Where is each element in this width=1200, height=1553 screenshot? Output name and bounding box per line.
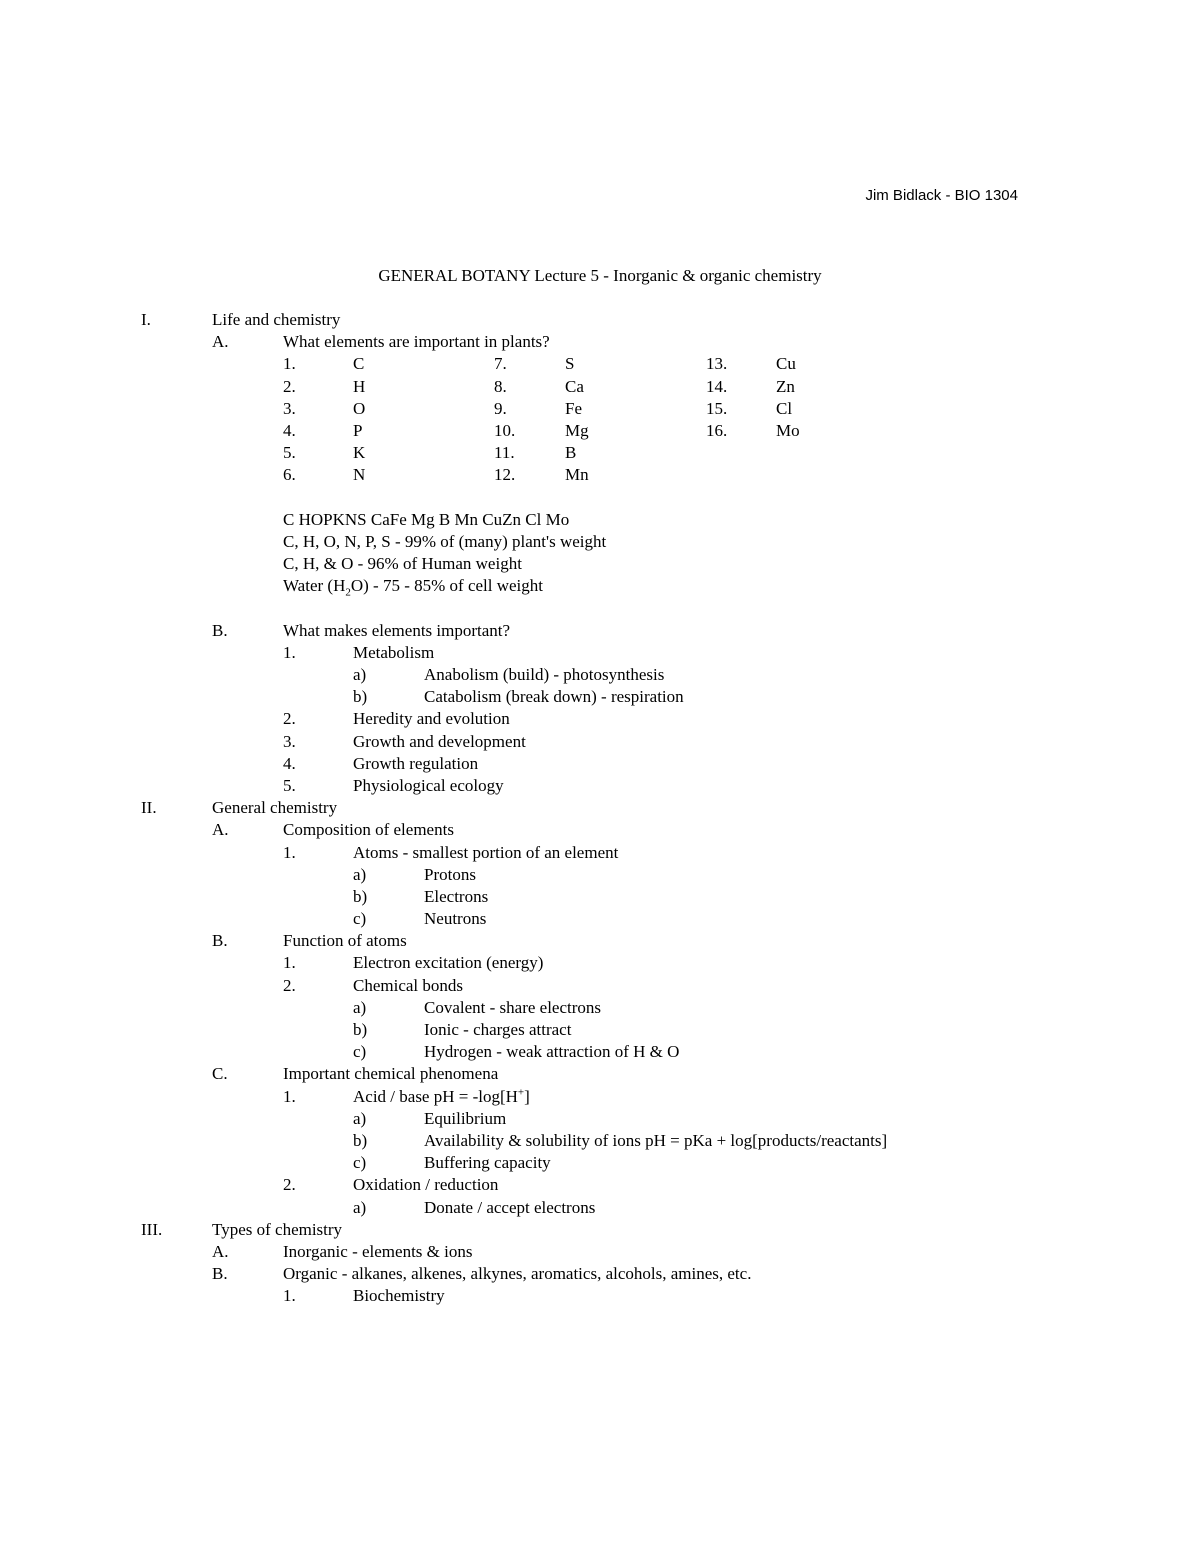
section-heading: Life and chemistry [212, 310, 341, 329]
element-symbol: C [353, 354, 365, 374]
ph-suffix: ] [524, 1086, 530, 1106]
outline-item-IB2 [0, 708, 1200, 730]
outline-item-IB [0, 620, 1200, 642]
sub-marker: c) [353, 1042, 367, 1062]
element-symbol: K [353, 443, 366, 463]
outline-item-IIB1 [0, 952, 1200, 974]
outline-text: Organic - alkanes, alkenes, alkynes, aromatics, alcohols, amines, etc. [283, 1264, 752, 1284]
element-symbol: S [565, 354, 575, 374]
number-marker: 2. [283, 1175, 296, 1195]
outline-item-IIA [0, 819, 1200, 841]
outline-item-IIA1 [0, 842, 1200, 864]
outline-item-I [0, 309, 1200, 331]
author-course-header: Jim Bidlack - BIO 1304 [865, 187, 1018, 204]
elements-list [0, 353, 1200, 486]
outline-item-IIIB1 [0, 1285, 1200, 1307]
letter-marker: C. [212, 1064, 228, 1084]
element-symbol: Mn [565, 465, 589, 485]
elements-row [0, 420, 1200, 442]
water-subscript: 2 [345, 586, 351, 599]
sub-marker: b) [353, 1130, 368, 1150]
sub-marker: c) [353, 909, 367, 929]
outline-text: Buffering capacity [424, 1153, 551, 1173]
sub-marker: b) [353, 886, 368, 906]
outline-text: Catabolism (break down) - respiration [424, 687, 684, 707]
outline-item-IB1 [0, 642, 1200, 664]
mnemonic-line [0, 509, 1200, 531]
roman-marker: III. [141, 1219, 163, 1239]
element-symbol: Cu [776, 354, 796, 374]
number-marker: 5. [283, 775, 296, 795]
outline-item-IIC1b [0, 1130, 1200, 1152]
outline-text: Equilibrium [424, 1108, 507, 1128]
element-symbol: H [353, 376, 366, 396]
outline-text: Function of atoms [283, 931, 407, 951]
outline-text: Electron excitation (energy) [353, 953, 544, 973]
outline-text: Oxidation / reduction [353, 1175, 499, 1195]
number-marker: 4. [283, 753, 296, 773]
element-number: 1. [283, 354, 296, 374]
element-symbol: Ca [565, 376, 584, 396]
element-number: 10. [494, 420, 516, 440]
outline-text: What elements are important in plants? [283, 332, 550, 352]
element-number: 15. [706, 398, 728, 418]
sub-marker: a) [353, 1108, 367, 1128]
outline-text: Growth regulation [353, 753, 479, 773]
element-symbol: Cl [776, 398, 793, 418]
outline-item-IIB [0, 930, 1200, 952]
outline-text [353, 1086, 530, 1108]
letter-marker: A. [212, 820, 229, 840]
outline-item-IB3 [0, 731, 1200, 753]
sub-marker: a) [353, 997, 367, 1017]
outline-text: Ionic - charges attract [424, 1020, 572, 1039]
outline-item-IIIB [0, 1263, 1200, 1285]
outline-item-IIC1a [0, 1108, 1200, 1130]
sub-marker: b) [353, 1020, 368, 1039]
letter-marker: A. [212, 1241, 229, 1261]
elements-row [0, 442, 1200, 464]
element-symbol: P [353, 420, 363, 440]
outline-item-IIIA [0, 1241, 1200, 1263]
element-symbol: O [353, 398, 366, 418]
document-title: GENERAL BOTANY Lecture 5 - Inorganic & organic chemistry [378, 266, 822, 285]
outline-text: Composition of elements [283, 820, 454, 840]
outline-item-II [0, 797, 1200, 819]
human-weight-text: C, H, & O - 96% of Human weight [283, 554, 522, 574]
number-marker: 2. [283, 975, 296, 995]
outline-text: Anabolism (build) - photosynthesis [424, 665, 665, 684]
number-marker: 2. [283, 709, 296, 729]
outline-item-IIA1a [0, 864, 1200, 886]
roman-marker: II. [141, 798, 157, 818]
element-symbol: Mg [565, 420, 589, 440]
spacer [0, 487, 1200, 509]
outline-item-IIA1c [0, 908, 1200, 930]
letter-marker: A. [212, 332, 229, 352]
outline-item-IIA1b [0, 886, 1200, 908]
letter-marker: B. [212, 1264, 228, 1284]
plant-weight-line [0, 531, 1200, 553]
outline-item-IIC1 [0, 1086, 1200, 1108]
outline-text: Neutrons [424, 909, 487, 929]
outline-text: Biochemistry [353, 1286, 445, 1306]
water-suffix: O) - 75 - 85% of cell weight [350, 576, 543, 596]
letter-marker: B. [212, 620, 228, 640]
outline-text: Important chemical phenomena [283, 1064, 499, 1084]
outline-item-IIB2a [0, 997, 1200, 1019]
number-marker: 1. [283, 1286, 296, 1306]
elements-row [0, 376, 1200, 398]
outline-text: Heredity and evolution [353, 709, 510, 729]
outline-text: Protons [424, 864, 476, 884]
water-prefix: Water (H [283, 576, 346, 596]
element-number: 4. [283, 420, 296, 440]
element-symbol: Fe [565, 398, 582, 418]
roman-marker: I. [141, 310, 151, 329]
water-weight-text [283, 575, 543, 597]
elements-row [0, 353, 1200, 375]
element-symbol: Mo [776, 420, 800, 440]
spacer [0, 597, 1200, 619]
outline-text: Metabolism [353, 642, 435, 662]
lecture-outline [0, 309, 1200, 1307]
outline-text: Growth and development [353, 731, 526, 751]
number-marker: 1. [283, 1086, 296, 1106]
section-heading: General chemistry [212, 798, 338, 818]
elements-row [0, 464, 1200, 486]
element-number: 11. [494, 443, 515, 463]
element-symbol: N [353, 465, 366, 485]
letter-marker: B. [212, 931, 228, 951]
outline-text: Chemical bonds [353, 975, 464, 995]
section-heading: Types of chemistry [212, 1219, 343, 1239]
mnemonic-text: C HOPKNS CaFe Mg B Mn CuZn Cl Mo [283, 509, 570, 529]
outline-text: Covalent - share electrons [424, 997, 602, 1017]
element-number: 7. [494, 354, 507, 374]
element-number: 16. [706, 420, 728, 440]
outline-text: Hydrogen - weak attraction of H & O [424, 1042, 680, 1062]
outline-text: Electrons [424, 886, 489, 906]
element-symbol: Zn [776, 376, 795, 396]
outline-text: Availability & solubility of ions pH = pKa + log[products/reactants] [424, 1130, 888, 1150]
ph-superscript: + [517, 1085, 525, 1098]
element-number: 14. [706, 376, 728, 396]
outline-text: Donate / accept electrons [424, 1197, 596, 1217]
outline-item-IA [0, 331, 1200, 353]
outline-item-IB1b [0, 686, 1200, 708]
elements-row [0, 398, 1200, 420]
outline-item-IIC [0, 1063, 1200, 1085]
element-number: 2. [283, 376, 296, 396]
element-number: 9. [494, 398, 507, 418]
outline-text: Atoms - smallest portion of an element [353, 842, 619, 862]
sub-marker: b) [353, 687, 368, 707]
element-number: 12. [494, 465, 516, 485]
water-weight-line [0, 575, 1200, 597]
plant-weight-text: C, H, O, N, P, S - 99% of (many) plant's weight [283, 531, 607, 551]
number-marker: 3. [283, 731, 296, 751]
outline-item-IIC1c [0, 1152, 1200, 1174]
outline-item-IB5 [0, 775, 1200, 797]
number-marker: 1. [283, 842, 296, 862]
outline-item-IIB2 [0, 975, 1200, 997]
outline-item-IB4 [0, 753, 1200, 775]
outline-item-III [0, 1219, 1200, 1241]
outline-item-IIC2 [0, 1174, 1200, 1196]
number-marker: 1. [283, 953, 296, 973]
outline-item-IIB2b [0, 1019, 1200, 1041]
sub-marker: c) [353, 1153, 367, 1173]
ph-prefix: Acid / base pH = -log[H [353, 1086, 518, 1106]
number-marker: 1. [283, 642, 296, 662]
outline-text: What makes elements important? [283, 620, 511, 640]
outline-item-IIC2a [0, 1197, 1200, 1219]
outline-text: Inorganic - elements & ions [283, 1241, 473, 1261]
outline-text: Physiological ecology [353, 775, 504, 795]
element-number: 8. [494, 376, 507, 396]
element-number: 3. [283, 398, 296, 418]
sub-marker: a) [353, 864, 367, 884]
outline-item-IB1a [0, 664, 1200, 686]
sub-marker: a) [353, 665, 367, 684]
element-number: 13. [706, 354, 728, 374]
element-number: 5. [283, 443, 296, 463]
outline-item-IIB2c [0, 1041, 1200, 1063]
sub-marker: a) [353, 1197, 367, 1217]
element-symbol: B [565, 443, 577, 463]
element-number: 6. [283, 465, 296, 485]
human-weight-line [0, 553, 1200, 575]
